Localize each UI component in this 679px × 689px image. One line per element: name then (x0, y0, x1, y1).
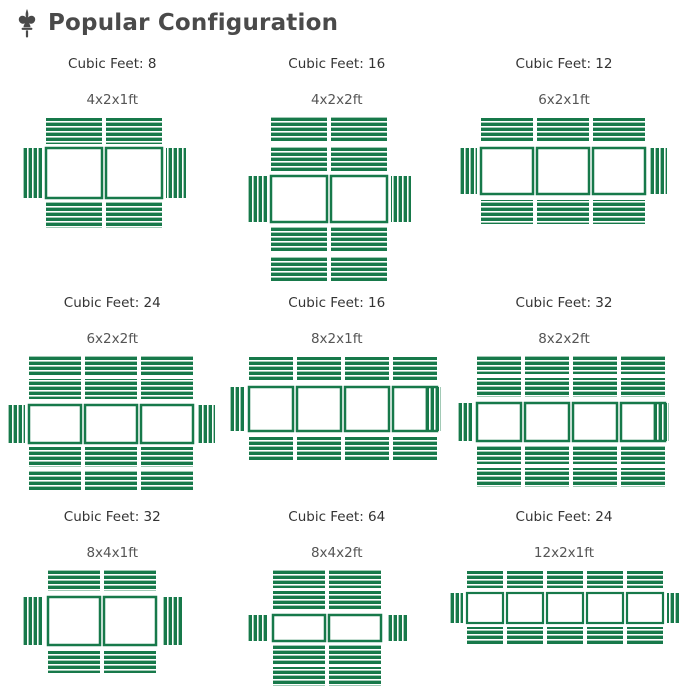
dimensions-label: 8x4x1ft (86, 545, 139, 561)
dimensions-label: 4x2x1ft (86, 92, 139, 108)
config-card-12x2x1 (449, 495, 679, 689)
dimensions-label: 6x2x1ft (538, 92, 590, 108)
config-card-8x2x2 (449, 281, 679, 495)
config-diagram-4x2x2 (225, 116, 450, 281)
config-card-4x2x1 (0, 42, 225, 281)
cubic-feet-label: Cubic Feet: 32 (515, 295, 613, 311)
config-card-6x2x1 (449, 42, 679, 281)
config-card-8x2x1 (225, 281, 450, 495)
cubic-feet-label: Cubic Feet: 24 (63, 295, 161, 311)
dimensions-label: 12x2x1ft (533, 545, 595, 561)
page-title: Popular Configuration (48, 10, 339, 36)
dimensions-label: 8x2x1ft (310, 331, 363, 347)
config-diagram-4x2x1 (0, 116, 225, 281)
config-diagram-8x4x2 (225, 569, 450, 689)
cubic-feet-label: Cubic Feet: 12 (515, 56, 613, 72)
config-card-6x2x2 (0, 281, 225, 495)
cubic-feet-label: Cubic Feet: 16 (288, 295, 386, 311)
cubic-feet-label: Cubic Feet: 32 (63, 509, 161, 525)
config-card-4x2x2 (225, 42, 450, 281)
config-diagram-8x4x1 (0, 569, 225, 689)
config-card-8x4x1 (0, 495, 225, 689)
page-header (0, 0, 679, 40)
cubic-feet-label: Cubic Feet: 24 (515, 509, 613, 525)
dimensions-label: 4x2x2ft (310, 92, 363, 108)
config-diagram-8x2x2 (449, 355, 679, 495)
config-diagram-8x2x1 (225, 355, 450, 495)
dimensions-label: 6x2x2ft (86, 331, 139, 347)
configuration-grid (0, 42, 679, 682)
dimensions-label: 8x4x2ft (310, 545, 363, 561)
config-card-8x4x2 (225, 495, 450, 689)
dimensions-label: 8x2x2ft (538, 331, 590, 347)
config-diagram-6x2x2 (0, 355, 225, 495)
fleur-de-lis-icon (14, 8, 40, 38)
config-diagram-6x2x1 (449, 116, 679, 281)
cubic-feet-label: Cubic Feet: 16 (288, 56, 386, 72)
cubic-feet-label: Cubic Feet: 64 (288, 509, 386, 525)
config-diagram-12x2x1 (449, 569, 679, 689)
cubic-feet-label: Cubic Feet: 8 (68, 56, 157, 72)
